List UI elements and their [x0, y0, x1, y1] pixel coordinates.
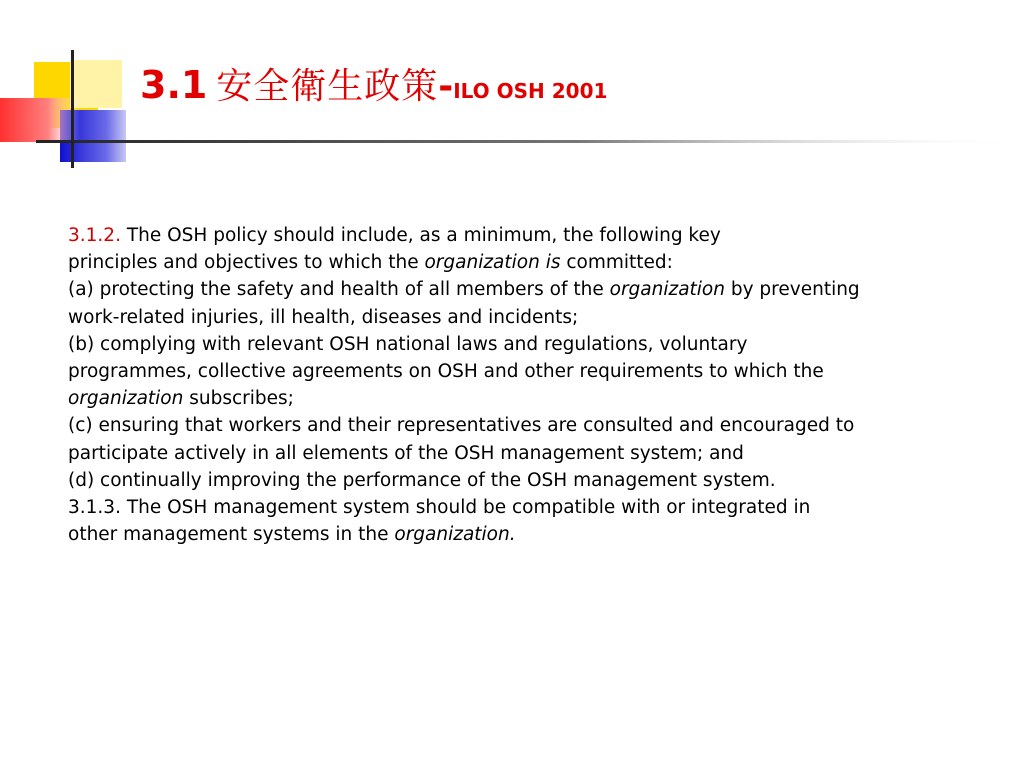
- title-number: 3.1: [140, 63, 208, 107]
- page-title: [140, 58, 607, 109]
- clause-313-line-1: 3.1.3. The OSH management system should be compatible with or integrated in: [68, 497, 811, 519]
- title-english: ILO OSH 2001: [453, 79, 608, 103]
- title-chinese: 安全衛生政策: [216, 66, 439, 107]
- title-dash: -: [438, 66, 454, 107]
- item-c-line-2: participate actively in all elements of the OSH management system; and: [68, 442, 744, 464]
- item-b-line-2: programmes, collective agreements on OSH and other requirements to which the: [68, 361, 824, 383]
- item-c-line-1: (c) ensuring that workers and their representatives are consulted and encouraged to: [68, 415, 855, 437]
- clause-313-line-2: other management systems in the organization.: [68, 524, 516, 546]
- horizontal-rule: [36, 140, 1024, 143]
- item-d-line-1: (d) continually improving the performance of the OSH management system.: [68, 469, 776, 491]
- item-a-line-1: (a) protecting the safety and health of all members of the organization by preventing: [68, 279, 860, 301]
- clause-312-line-2: principles and objectives to which the organization is committed:: [68, 252, 673, 274]
- clause-312-line-1: 3.1.2. The OSH policy should include, as a minimum, the following key: [68, 225, 721, 246]
- clause-312-number: 3.1.2.: [68, 225, 121, 246]
- item-b-line-3: organization subscribes;: [68, 388, 294, 410]
- red-fade-bar: [0, 98, 80, 142]
- item-a-line-2: work-related injuries, ill health, diseases and incidents;: [68, 306, 579, 328]
- policy-text: [68, 222, 948, 548]
- item-b-line-1: (b) complying with relevant OSH national laws and regulations, voluntary: [68, 333, 748, 355]
- vertical-rule: [71, 50, 74, 168]
